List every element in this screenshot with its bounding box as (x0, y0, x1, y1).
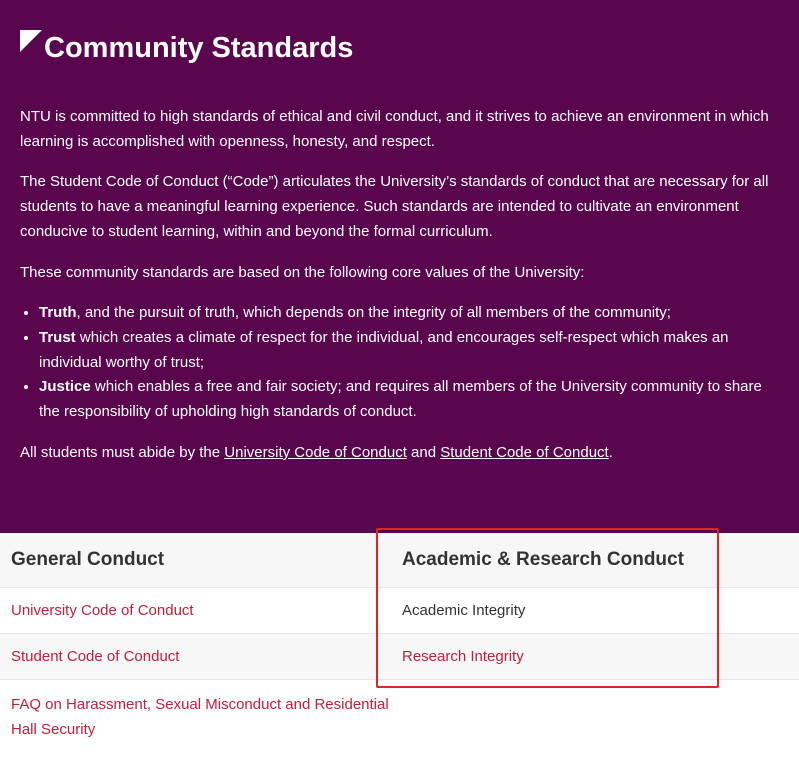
value-justice (39, 375, 785, 424)
closing-suffix: . (608, 443, 613, 461)
closing-middle: and (406, 443, 441, 461)
table-row (0, 680, 799, 772)
table-row (0, 588, 799, 634)
table-row (0, 634, 799, 680)
value-truth (39, 301, 785, 326)
intro-text (20, 105, 785, 481)
faq-harassment-link[interactable]: FAQ on Harassment, Sexual Misconduct and Residential Hall Security (11, 696, 389, 738)
table-cell (391, 648, 781, 665)
value-text: which creates a climate of respect for the individual, and encourages self-respect which makes an individual worthy of trust; (39, 328, 729, 371)
intro-paragraph-2: The Student Code of Conduct (“Code”) articulates the University’s standards of conduct that are necessary for all students to have a meaningful learning experience. Such standards are intended to cultivate an environment conducive to student learning, within and beyond the formal curriculum. (20, 173, 769, 240)
header-general-conduct: General Conduct (11, 549, 165, 570)
university-code-of-conduct-link[interactable]: University Code of Conduct (11, 602, 194, 619)
header-academic-research-conduct: Academic & Research Conduct (402, 549, 684, 570)
closing-prefix: All students must abide by the (20, 443, 225, 461)
value-text: , and the pursuit of truth, which depends on the integrity of all members of the community; (76, 304, 671, 322)
value-term: Truth (39, 304, 77, 322)
page-title: Community Standards (44, 32, 354, 64)
value-term: Justice (39, 378, 91, 396)
research-integrity-link[interactable]: Research Integrity (402, 648, 524, 665)
value-term: Trust (39, 328, 76, 346)
table-cell (0, 602, 391, 619)
student-code-link[interactable]: Student Code of Conduct (440, 443, 609, 461)
value-trust (39, 326, 785, 375)
table-cell (0, 680, 391, 742)
closing-statement (20, 441, 785, 466)
table-header-row (0, 533, 799, 588)
table-cell (391, 602, 781, 619)
core-values-list (20, 301, 785, 425)
corner-triangle-icon (20, 30, 42, 52)
table-cell (0, 648, 391, 665)
university-code-link[interactable]: University Code of Conduct (224, 443, 407, 461)
conduct-table (0, 533, 799, 772)
value-text: which enables a free and fair society; and requires all members of the University community to share the responsibility of upholding high standards of conduct. (39, 378, 762, 421)
student-code-of-conduct-link[interactable]: Student Code of Conduct (11, 648, 180, 665)
intro-paragraph-1: NTU is committed to high standards of ethical and civil conduct, and it strives to achieve an environment in which learning is accomplished with openness, honesty, and respect. (20, 108, 769, 150)
intro-paragraph-3: These community standards are based on the following core values of the University: (20, 263, 585, 281)
academic-integrity-link[interactable]: Academic Integrity (402, 602, 526, 619)
